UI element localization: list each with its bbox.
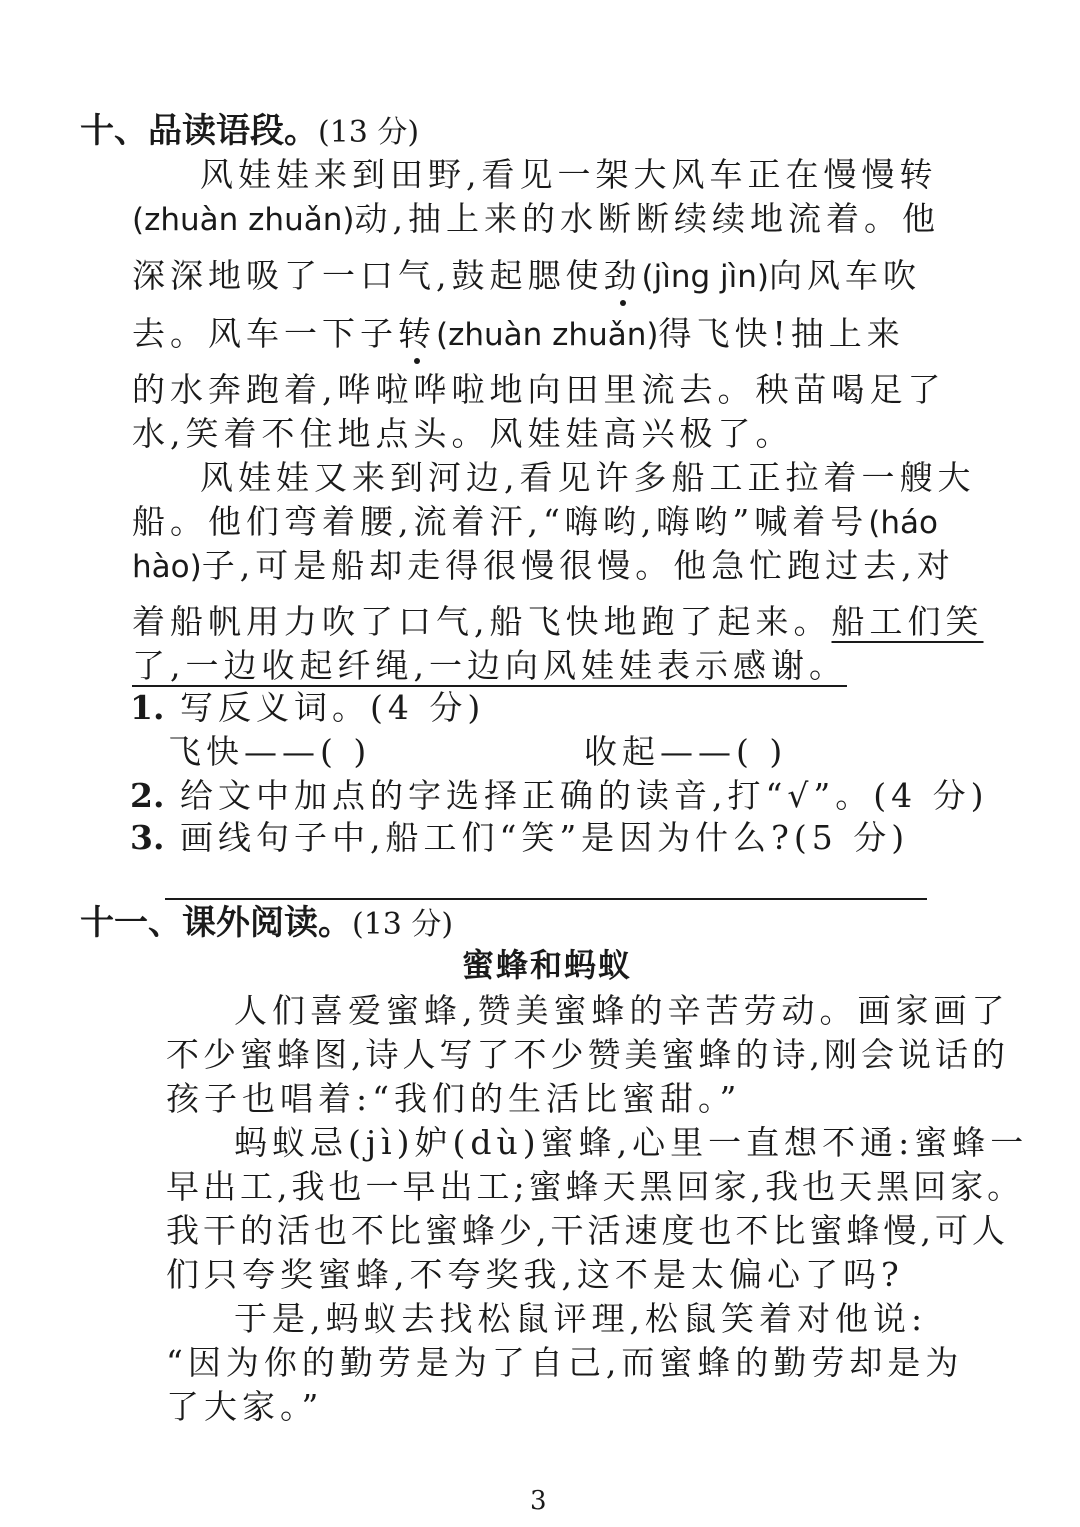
passage2-line-4 [132, 602, 984, 642]
section-10-score: (13 分) [318, 115, 420, 150]
passage2-line-1: 风娃娃又来到河边,看见许多船工正拉着一艘大 [200, 458, 976, 497]
underlined-sentence-part-2: 了,一边收起纤绳,一边向风娃娃表示感谢。 [132, 646, 847, 685]
passage2-line-2-char: 号 [830, 502, 869, 541]
passage1-line-5: 的水奔跑着,哗啦哗啦地向田里流去。秧苗喝足了 [132, 370, 946, 409]
passage1-line-4 [132, 314, 905, 355]
section-11-title: 十一、课外阅读。 [80, 903, 352, 943]
dotted-char-jin: 劲 [603, 256, 642, 295]
pinyin-options: (háo [868, 505, 938, 541]
story-title: 蜜蜂和蚂蚁 [462, 946, 633, 984]
passage2-line-3 [132, 546, 955, 587]
passage2-line-2 [132, 502, 938, 543]
pinyin-options: (zhuàn zhuǎn) [436, 317, 659, 353]
story-line-6: 我干的活也不比蜜蜂少,干活速度也不比蜜蜂慢,可人 [166, 1211, 1009, 1250]
question-2-text: 给文中加点的字选择正确的读音,打“√”。(4 分) [179, 776, 989, 815]
question-3 [130, 818, 909, 858]
section-10-title: 十、品读语段。 [80, 111, 318, 151]
pinyin-options: hào) [132, 549, 202, 585]
underlined-sentence-part-1: 船工们笑 [831, 602, 984, 641]
passage2-line-4-text: 着船帆用力吹了口气,船飞快地跑了起来。 [132, 602, 832, 641]
question-2 [130, 776, 988, 816]
question-1 [130, 688, 485, 728]
question-3-number: 3. [130, 818, 165, 857]
story-line-3: 孩子也唱着:“我们的生活比蜜甜。” [166, 1079, 742, 1118]
question-1-text: 写反义词。(4 分) [179, 688, 486, 727]
passage1-line-2-text: 动,抽上来的水断断续续地流着。他 [354, 199, 940, 238]
passage2-line-3-text: 子,可是船却走得很慢很慢。他急忙跑过去,对 [201, 546, 955, 585]
section-10-heading [80, 111, 419, 153]
page-number: 3 [530, 1486, 547, 1516]
passage1-line-4-text-a: 去。风车一下子 [132, 314, 398, 353]
question-1-item-a: 飞快——( ) [168, 732, 372, 771]
passage1-line-3-text-b: 向风车吹 [768, 256, 921, 295]
story-line-7: 们只夸奖蜜蜂,不夸奖我,这不是太偏心了吗? [166, 1255, 904, 1294]
passage1-line-3 [132, 256, 921, 297]
question-2-number: 2. [130, 776, 165, 815]
passage1-line-3-text-a: 深深地吸了一口气,鼓起腮使 [132, 256, 604, 295]
section-11-heading [80, 903, 453, 945]
passage2-line-5 [132, 646, 847, 686]
story-line-2: 不少蜜蜂图,诗人写了不少赞美蜜蜂的诗,刚会说话的 [166, 1035, 1009, 1074]
dotted-char-zhuan: 转 [398, 314, 436, 353]
passage1-line-1: 风娃娃来到田野,看见一架大风车正在慢慢转 [200, 155, 938, 194]
story-line-1: 人们喜爱蜜蜂,赞美蜜蜂的辛苦劳动。画家画了 [234, 991, 1010, 1030]
passage1-line-4-text-b: 得飞快!抽上来 [658, 314, 905, 353]
question-1-number: 1. [130, 688, 165, 727]
story-line-8: 于是,蚂蚁去找松鼠评理,松鼠笑着对他说: [234, 1299, 928, 1338]
section-11-score: (13 分) [352, 907, 454, 942]
question-3-text: 画线句子中,船工们“笑”是因为什么?(5 分) [179, 818, 910, 857]
story-line-9: “因为你的勤劳是为了自己,而蜜蜂的勤劳却是为 [166, 1343, 964, 1382]
passage1-line-2 [132, 199, 940, 240]
passage1-line-6: 水,笑着不住地点头。风娃娃高兴极了。 [132, 414, 794, 453]
story-line-10: 了大家。” [166, 1387, 324, 1426]
answer-line[interactable] [165, 898, 927, 900]
passage2-line-2-text: 船。他们弯着腰,流着汗,“嗨哟,嗨哟”喊着 [132, 502, 831, 541]
pinyin-options: (jìng jìn) [641, 259, 769, 295]
pinyin-options: (zhuàn zhuǎn) [132, 202, 355, 238]
story-line-4: 蚂蚁忌(jì)妒(dù)蜜蜂,心里一直想不通:蜜蜂一 [234, 1123, 1029, 1162]
question-1-item-b: 收起——( ) [584, 732, 788, 771]
story-line-5: 早出工,我也一早出工;蜜蜂天黑回家,我也天黑回家。 [166, 1167, 1025, 1206]
